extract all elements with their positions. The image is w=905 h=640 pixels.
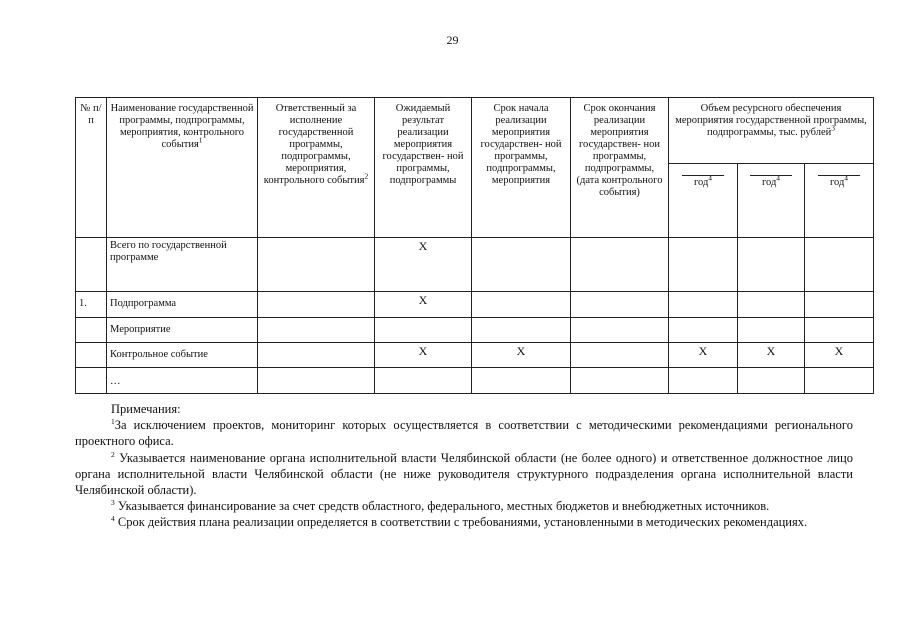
header-year-3: год$^4$ xyxy=(805,164,874,238)
footnote-4: $^4$ Срок действия плана реализации определяется в соответствии с требованиями, установленными в методических рекомендациях. xyxy=(111,514,808,530)
cell xyxy=(375,368,472,394)
row-name: Контрольное событие xyxy=(107,343,258,368)
cell xyxy=(472,292,571,318)
cell xyxy=(571,238,669,292)
row-num xyxy=(76,318,107,343)
cell xyxy=(669,368,738,394)
cell xyxy=(258,238,375,292)
header-end-date: Срок окончания реализации мероприятия государствен- нои программы, подпрограммы, (дата контрольного события) xyxy=(571,98,669,238)
row-name: Подпрограмма xyxy=(107,292,258,318)
cell xyxy=(375,318,472,343)
cell xyxy=(805,292,874,318)
footnotes xyxy=(75,401,853,531)
cell xyxy=(571,292,669,318)
cell: X xyxy=(375,238,472,292)
header-funding: Объем ресурсного обеспечения мероприятия государственной программы, подпрограммы, тыс. рублей$^3$ xyxy=(669,98,874,164)
header-name: Наименование государственной программы, подпрограммы, мероприятия, контрольного события$^1$ xyxy=(107,98,258,238)
table-row xyxy=(76,238,874,292)
header-year-2: год$^4$ xyxy=(738,164,805,238)
row-name: Мероприятие xyxy=(107,318,258,343)
cell xyxy=(571,318,669,343)
cell: X xyxy=(375,292,472,318)
implementation-plan-table xyxy=(75,97,874,394)
cell xyxy=(738,318,805,343)
row-name: Всего по государственной программе xyxy=(107,238,258,292)
cell: X xyxy=(738,343,805,368)
table-row xyxy=(76,292,874,318)
cell: X xyxy=(375,343,472,368)
cell xyxy=(258,318,375,343)
header-expected-result: Ожидаемый результат реализации мероприятия государствен- ной программы, подпрограммы xyxy=(375,98,472,238)
notes-title: Примечания: xyxy=(111,402,181,416)
page-number: 29 xyxy=(446,33,459,47)
row-num xyxy=(76,238,107,292)
cell xyxy=(258,292,375,318)
cell xyxy=(738,292,805,318)
cell xyxy=(472,368,571,394)
row-name: … xyxy=(107,368,258,394)
table-row xyxy=(76,318,874,343)
cell xyxy=(738,238,805,292)
header-num: № п/п xyxy=(76,98,107,238)
cell xyxy=(258,368,375,394)
cell xyxy=(805,368,874,394)
cell xyxy=(472,318,571,343)
table-row xyxy=(76,343,874,368)
footnote-1: $^1$За исключением проектов, мониторинг которых осуществляется в соответствии с методическими рекомендациями регионального проектного офиса. xyxy=(75,417,853,449)
cell xyxy=(738,368,805,394)
table-row xyxy=(76,368,874,394)
cell: X xyxy=(805,343,874,368)
cell xyxy=(669,292,738,318)
cell xyxy=(258,343,375,368)
cell xyxy=(805,238,874,292)
footnote-3: $^3$ Указывается финансирование за счет средств областного, федерального, местных бюджетов и внебюджетных источников. xyxy=(111,498,770,514)
header-responsible: Ответственный за исполнение государственной программы, подпрограммы, мероприятия, контрольного события$^2$ xyxy=(258,98,375,238)
row-num xyxy=(76,343,107,368)
header-start-date: Срок начала реализации мероприятия государствен- ной программы, подпрограммы, мероприятия xyxy=(472,98,571,238)
cell xyxy=(805,318,874,343)
cell xyxy=(669,318,738,343)
cell xyxy=(669,238,738,292)
cell xyxy=(571,343,669,368)
row-num: 1. xyxy=(76,292,107,318)
footnote-2: $^2$ Указывается наименование органа исполнительной власти Челябинской области (не более одного) и ответственное должностное лицо органа исполнительной власти Челябинской области (не ниже руководителя структурного подразделения органа исполнительной власти Челябинской области). xyxy=(75,449,853,498)
cell: X xyxy=(669,343,738,368)
cell xyxy=(571,368,669,394)
row-num xyxy=(76,368,107,394)
header-year-1: год$^4$ xyxy=(669,164,738,238)
cell xyxy=(472,238,571,292)
cell: X xyxy=(472,343,571,368)
